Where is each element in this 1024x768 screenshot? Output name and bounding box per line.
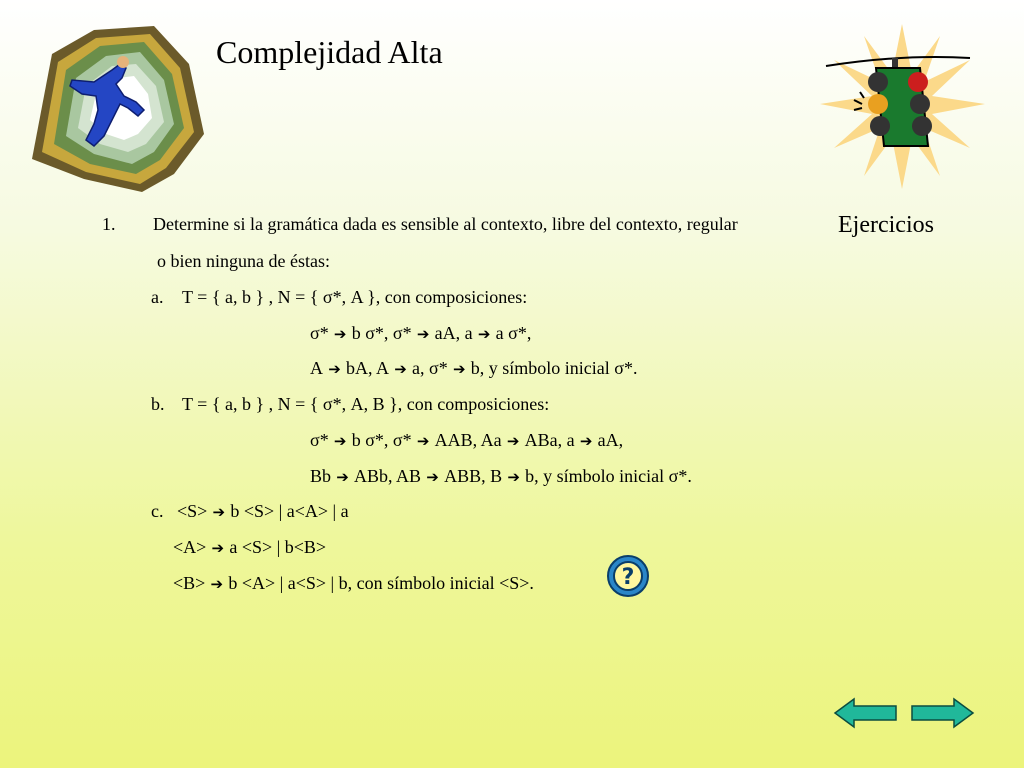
item-a-rules-line-2 [310,357,637,380]
back-arrow-icon[interactable] [834,698,898,728]
arrow-icon: ➔ [328,325,352,343]
arrow-icon: ➔ [502,468,526,486]
forward-arrow-icon[interactable] [910,698,974,728]
item-a-rules-line-1 [310,322,531,345]
rule-segment: b σ*, σ* [351,430,412,450]
exercise-statement-line-1: Determine si la gramática dada es sensible al contexto, libre del contexto, regular [153,214,738,234]
climbing-man-clipart [24,24,209,194]
arrow-icon: ➔ [574,432,598,450]
arrow-icon: ➔ [331,468,355,486]
arrow-icon: ➔ [447,360,471,378]
rule-segment: <B> [173,573,206,593]
rule-segment: b σ*, σ* [351,323,412,343]
rule-segment: b, y símbolo inicial σ*. [525,466,692,486]
rule-segment: bA, A [346,358,390,378]
arrow-icon: ➔ [421,468,445,486]
item-c-label: c. [151,501,164,521]
rule-segment: a, σ* [412,358,448,378]
section-label: Ejercicios [838,212,934,238]
rule-segment: Bb [310,466,332,486]
arrow-icon: ➔ [472,325,496,343]
rule-segment: aA, [597,430,624,450]
item-b-definition: T = { a, b } , N = { σ*, A, B }, con composiciones: [182,394,550,414]
item-a-definition: T = { a, b } , N = { σ*, A }, con composiciones: [182,287,528,307]
rule-segment: b <S> | a<A> | a [230,501,349,521]
rule-segment: <A> [173,537,207,557]
item-c-rules-line-2 [173,536,326,559]
arrow-icon: ➔ [323,360,347,378]
exercise-number: 1. [102,214,116,234]
rule-segment: a σ*, [495,323,532,343]
rule-segment: A [310,358,323,378]
rule-segment: ABb, AB [354,466,422,486]
arrow-icon: ➔ [206,539,230,557]
arrow-icon: ➔ [205,575,229,593]
item-c-rules-line-1 [177,500,349,523]
rule-segment: b, y símbolo inicial σ*. [470,358,638,378]
arrow-icon: ➔ [411,325,435,343]
item-b-label: b. [151,394,165,414]
item-b-rules-line-2 [310,465,692,488]
rule-segment: σ* [310,430,329,450]
rule-segment: <S> [177,501,208,521]
arrow-icon: ➔ [411,432,435,450]
rule-segment: aA, a [434,323,473,343]
rule-segment: b <A> | a<S> | b, con símbolo inicial <S>. [228,573,534,593]
arrow-icon: ➔ [207,503,231,521]
item-c-rules-line-3 [173,572,534,595]
rule-segment: ABB, B [444,466,503,486]
rule-segment: a <S> | b<B> [229,537,327,557]
exercise-statement-line-2: o bien ninguna de éstas: [157,251,330,271]
rule-segment: ABa, a [524,430,575,450]
item-b-rules-line-1 [310,429,623,452]
slide-title: Complejidad Alta [216,34,443,70]
arrow-icon: ➔ [328,432,352,450]
arrow-icon: ➔ [501,432,525,450]
rule-segment: σ* [310,323,329,343]
traffic-light-icon [820,24,985,189]
item-a-label: a. [151,287,164,307]
rule-segment: AAB, Aa [434,430,502,450]
svg-text:?: ? [621,565,635,590]
help-question-icon[interactable] [606,554,650,598]
arrow-icon: ➔ [389,360,413,378]
